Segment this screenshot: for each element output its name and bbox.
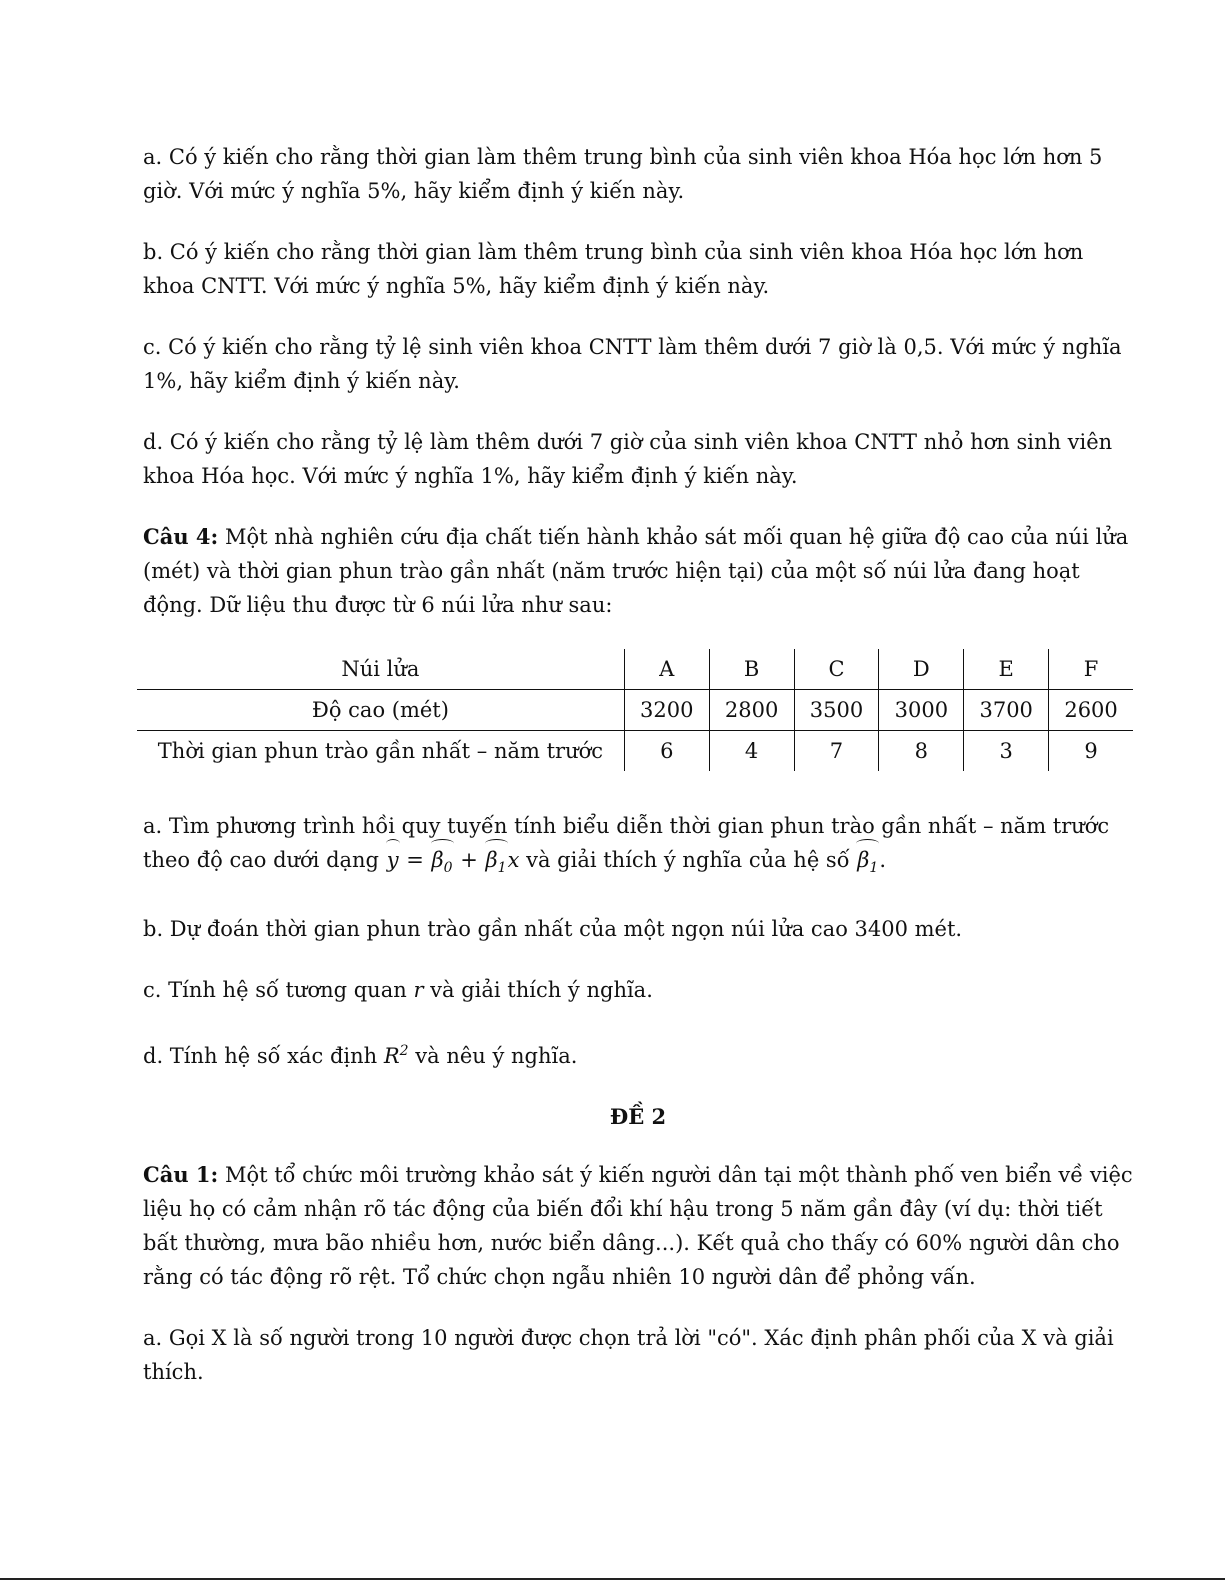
beta1-hat: $\beta_1$	[485, 843, 508, 885]
page-bottom-edge	[0, 1578, 1225, 1580]
r-symbol: r	[413, 978, 424, 1003]
volcano-table	[137, 649, 1133, 771]
table-cell: 2800	[709, 690, 794, 731]
q3-part-d: d. Có ý kiến cho rằng tỷ lệ làm thêm dưới 7 giờ của sinh viên khoa CNTT nhỏ hơn sinh viên khoa Hóa học. Với mức ý nghĩa 1%, hãy kiểm định ý kiến này.	[143, 430, 1113, 488]
q4-statement	[143, 520, 1133, 622]
q1-part-a: a. Gọi X là số người trong 10 người được chọn trả lời "có". Xác định phân phối của X và giải thích.	[143, 1326, 1114, 1385]
q1-text: Một tổ chức môi trường khảo sát ý kiến người dân tại một thành phố ven biển về việc liệu họ có cảm nhận rõ tác động của biến đổi khí hậu trong 5 năm gần đây (ví dụ: thời tiết bất thường, mưa bão nhiều hơn, nước biển dâng...). Kết quả cho thấy có 60% người dân cho rằng có tác động rõ rệt. Tổ chức chọn ngẫu nhiên 10 người dân để phỏng vấn.	[143, 1163, 1133, 1290]
q4-a-pre: a. Tìm phương trình hồi quy tuyến tính biểu diễn thời gian phun trào gần nhất – năm trước theo độ cao dưới dạng	[143, 814, 1110, 872]
table-cell: Thời gian phun trào gần nhất – năm trước	[157, 739, 604, 763]
q4-label: Câu 4:	[143, 524, 219, 549]
table-cell: B	[709, 649, 794, 690]
table-cell: F	[1049, 649, 1133, 690]
q4-d-pre: d. Tính hệ số xác định	[143, 1044, 384, 1069]
table-cell: 3200	[624, 690, 709, 731]
table-cell: Núi lửa	[137, 649, 624, 690]
q4-a-end: .	[879, 848, 886, 872]
q3-part-b: b. Có ý kiến cho rằng thời gian làm thêm trung bình của sinh viên khoa Hóa học lớn hơn khoa CNTT. Với mức ý nghĩa 5%, hãy kiểm định ý kiến này.	[143, 240, 1084, 298]
q4-text: Một nhà nghiên cứu địa chất tiến hành khảo sát mối quan hệ giữa độ cao của núi lửa (mét) và thời gian phun trào gần nhất (năm trước hiện tại) của một số núi lửa đang hoạt động. Dữ liệu thu được từ 6 núi lửa như sau:	[143, 525, 1129, 617]
q4-part-a	[143, 809, 1133, 885]
table-cell: 3500	[794, 690, 879, 731]
q4-a-mid: và giải thích ý nghĩa của hệ số	[519, 848, 857, 872]
table-cell: 3700	[964, 690, 1049, 731]
q4-part-c	[143, 973, 1133, 1007]
table-cell: 9	[1049, 731, 1133, 772]
table-cell: 4	[709, 731, 794, 772]
q1-label: Câu 1:	[143, 1162, 219, 1188]
table-cell: E	[964, 649, 1049, 690]
table-cell: Độ cao (mét)	[137, 690, 624, 731]
table-cell: 2600	[1049, 690, 1133, 731]
beta1-symbol: $\beta_1$	[856, 848, 879, 872]
table-cell: 7	[794, 731, 879, 772]
table-cell: 3	[964, 731, 1049, 772]
q3-part-c: c. Có ý kiến cho rằng tỷ lệ sinh viên khoa CNTT làm thêm dưới 7 giờ là 0,5. Với mức ý nghĩa 1%, hãy kiểm định ý kiến này.	[143, 335, 1122, 393]
table-cell: 3000	[879, 690, 964, 731]
table-cell: D	[879, 649, 964, 690]
q4-c-pre: c. Tính hệ số tương quan	[143, 978, 414, 1003]
q4-part-b: b. Dự đoán thời gian phun trào gần nhất của một ngọn núi lửa cao 3400 mét.	[143, 917, 963, 942]
beta0-hat: $\beta_0$	[431, 843, 454, 885]
q4-c-post: và giải thích ý nghĩa.	[423, 978, 653, 1003]
table-row	[137, 690, 1133, 731]
table-header-row	[137, 649, 1133, 690]
q4-d-post: và nêu ý nghĩa.	[408, 1044, 578, 1069]
table-cell: 6	[624, 731, 709, 772]
regression-equation: $y = \beta_0 + \beta_1x$	[386, 848, 520, 872]
q4-part-d	[143, 1034, 1133, 1073]
table-row	[137, 731, 1133, 772]
document-page	[143, 140, 1133, 1416]
table-cell: C	[794, 649, 879, 690]
q1-statement	[143, 1158, 1133, 1294]
section-title: ĐỀ 2	[609, 1104, 667, 1130]
table-cell: A	[624, 649, 709, 690]
r-squared-symbol: $R^2$	[383, 1043, 409, 1069]
q3-part-a: a. Có ý kiến cho rằng thời gian làm thêm trung bình của sinh viên khoa Hóa học lớn hơn 5 giờ. Với mức ý nghĩa 5%, hãy kiểm định ý kiến này.	[143, 145, 1103, 203]
y-hat: y	[386, 843, 400, 877]
table-cell: 8	[879, 731, 964, 772]
